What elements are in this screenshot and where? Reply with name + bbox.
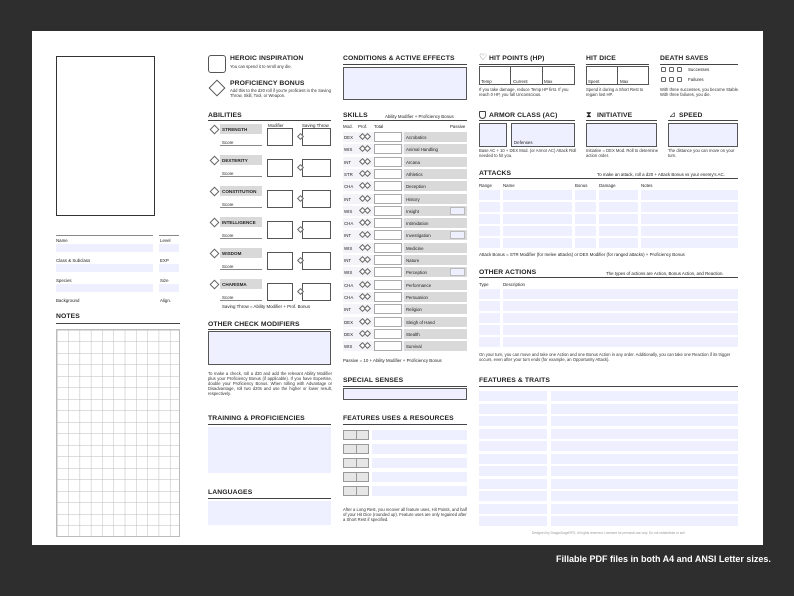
passive-footnote: Passive = 10 + Ability Modifier + Proficiency Bonus <box>343 358 442 363</box>
saving-col: Saving Throw <box>302 123 329 128</box>
uses-divider <box>356 472 357 482</box>
portrait-box[interactable] <box>56 56 155 216</box>
skill-total[interactable] <box>374 255 402 265</box>
skill-name: Animal Handling <box>406 147 438 153</box>
attack-cell[interactable] <box>479 214 500 224</box>
skill-name: Athletics <box>406 171 423 177</box>
feature-desc-cell[interactable] <box>551 479 738 489</box>
attack-cell[interactable] <box>479 190 500 200</box>
background-label: Background <box>56 298 80 303</box>
feature-desc-cell[interactable] <box>551 391 738 401</box>
conditions-field[interactable] <box>343 67 467 100</box>
skill-total[interactable] <box>374 317 402 327</box>
skill-ability: WIS <box>344 208 353 214</box>
attack-cell[interactable] <box>479 202 500 212</box>
feature-desc-cell[interactable] <box>551 491 738 501</box>
skill-name: Investigation <box>406 233 431 239</box>
ability-modifier-box[interactable] <box>267 283 293 301</box>
skill-ability: INT <box>344 159 352 165</box>
skill-ability: STR <box>344 171 353 177</box>
class-field[interactable] <box>56 264 153 272</box>
attacks-note: To make an attack, roll a d20 + Attack Bonus vs your enemy's AC. <box>597 172 725 177</box>
skill-ability: DEX <box>344 319 354 325</box>
death-desc: With three successes, you become Stable. With three failures, you die. <box>660 87 740 97</box>
attack-cell[interactable] <box>641 214 738 224</box>
passive-col: Passive <box>450 124 466 129</box>
action-type-cell[interactable] <box>479 325 500 335</box>
passive-box[interactable] <box>450 231 465 239</box>
other-check-desc: To make a check, roll a d20 and add the relevant Ability Modifier plus your Proficiency Bonus (if applicable). If you have Expertise, double your Proficiency Bonus. When rolling with Advantage or Disadvantage, roll two d20s and use the higher or lower result, respectively. <box>208 371 332 396</box>
other-actions-note: The types of actions are Action, Bonus Action, and Reaction. <box>606 271 724 276</box>
attacks-title: ATTACKS <box>479 170 512 177</box>
attack-cell[interactable] <box>641 202 738 212</box>
modifier-col: Modifier <box>268 123 284 128</box>
action-desc-cell[interactable] <box>503 289 738 299</box>
prof-desc: Add this to the d20 roll if you're proficient in the Saving Throw, Skill, Tool, or Weapon. <box>230 88 331 98</box>
name-field[interactable] <box>56 244 153 252</box>
skill-ability: WIS <box>344 245 353 251</box>
score-label: Score <box>222 264 234 269</box>
init-box[interactable] <box>586 123 657 147</box>
features-uses-title: FEATURES USES & RESOURCES <box>343 415 454 422</box>
skill-total[interactable] <box>374 329 402 339</box>
ac-desc: Base AC + 10 + DEX Mod. (or Armor AC) Attack Roll needed to hit you. <box>479 148 577 158</box>
attack-cell[interactable] <box>599 226 638 236</box>
attack-cell[interactable] <box>641 226 738 236</box>
attack-cell[interactable] <box>641 190 738 200</box>
feature-desc-cell[interactable] <box>551 429 738 439</box>
uses-name-field[interactable] <box>372 472 467 482</box>
feature-desc-cell[interactable] <box>551 466 738 476</box>
fail-3[interactable] <box>677 77 682 82</box>
skill-total[interactable] <box>374 292 402 302</box>
attacks-footnote: Attack Bonus = STR Modifier (for melee attacks) or DEX Modifier (for ranged attacks) + Proficiency Bonus <box>479 252 685 257</box>
species-field[interactable] <box>56 284 153 292</box>
action-desc-cell[interactable] <box>503 325 738 335</box>
saving-throw-box[interactable] <box>302 190 331 208</box>
shield-icon <box>479 111 486 119</box>
other-actions-footnote: On your turn, you can move and take one Action and one Bonus Action in any order. Additionally, you can take one Reaction if its trigger occurs, even after your turn ends (for example, an Opportunity Attack). <box>479 352 731 362</box>
skill-total[interactable] <box>374 132 402 142</box>
size-label: Size <box>160 278 169 283</box>
ac-title: ARMOR CLASS (AC) <box>489 112 558 119</box>
heroic-desc: You can spend it to reroll any die. <box>230 64 292 69</box>
skill-ability: CHA <box>344 282 354 288</box>
att-name: Name <box>503 183 515 188</box>
skill-total[interactable] <box>374 280 402 290</box>
skill-total[interactable] <box>374 157 402 167</box>
skill-name: History <box>406 196 420 202</box>
other-check-field[interactable] <box>208 331 331 365</box>
hitdice-title: HIT DICE <box>586 55 616 62</box>
class-label: Class & Subclass <box>56 258 91 263</box>
att-range: Range <box>479 183 492 188</box>
ability-name: INTELLIGENCE <box>222 220 256 225</box>
score-label: Score <box>222 202 234 207</box>
feature-desc-cell[interactable] <box>551 416 738 426</box>
feature-name-cell[interactable] <box>479 391 547 401</box>
feature-desc-cell[interactable] <box>551 441 738 451</box>
skill-total[interactable] <box>374 243 402 253</box>
uses-name-field[interactable] <box>372 444 467 454</box>
senses-title: SPECIAL SENSES <box>343 377 404 384</box>
saving-throw-box[interactable] <box>302 128 331 146</box>
skills-title: SKILLS <box>343 112 368 119</box>
ability-name: WISDOM <box>222 251 242 256</box>
boot-icon: ⊿ <box>669 110 676 119</box>
speed-desc: The distance you can move on your turn. <box>668 148 735 158</box>
attack-cell[interactable] <box>575 202 596 212</box>
ability-name: CHARISMA <box>222 282 247 287</box>
ability-icon <box>210 125 220 135</box>
skill-name: Medicine <box>406 245 424 251</box>
score-line <box>220 238 262 239</box>
ability-icon <box>210 218 220 228</box>
feature-desc-cell[interactable] <box>551 504 738 514</box>
mod-col: Mod. <box>343 124 353 129</box>
feature-name-cell[interactable] <box>479 516 547 526</box>
score-line <box>220 207 262 208</box>
skill-name: Stealth <box>406 331 420 337</box>
skill-name: Intimidation <box>406 221 429 227</box>
feature-name-cell[interactable] <box>479 454 547 464</box>
skill-total[interactable] <box>374 230 402 240</box>
init-title: INITIATIVE <box>597 112 633 119</box>
score-label: Score <box>222 140 234 145</box>
skill-total[interactable] <box>374 181 402 191</box>
passive-box[interactable] <box>450 268 465 276</box>
ability-name: STRENGTH <box>222 127 248 132</box>
skill-ability: WIS <box>344 270 353 276</box>
skill-total[interactable] <box>374 206 402 216</box>
attack-cell[interactable] <box>575 238 596 248</box>
skill-name: Sleigh of Hand <box>406 319 435 325</box>
att-notes: Notes <box>641 183 653 188</box>
death-title: DEATH SAVES <box>660 55 709 62</box>
attack-cell[interactable] <box>575 214 596 224</box>
training-field[interactable] <box>208 427 331 473</box>
feature-desc-cell[interactable] <box>551 454 738 464</box>
languages-field[interactable] <box>208 501 331 525</box>
skill-ability: CHA <box>344 294 354 300</box>
saving-throw-box[interactable] <box>302 283 331 301</box>
score-label: Score <box>222 171 234 176</box>
ability-icon <box>210 280 220 290</box>
skill-total[interactable] <box>374 304 402 314</box>
skill-name: Survival <box>406 344 422 350</box>
skill-ability: DEX <box>344 331 354 337</box>
features-uses-desc: After a Long Rest, you recover all feature uses, Hit Points, and half of your Hit Dice (rounded up). Feature uses are only regained after a Short Rest if specified. <box>343 507 467 522</box>
senses-field[interactable] <box>343 388 467 400</box>
skill-total[interactable] <box>374 194 402 204</box>
footer-caption: Fillable PDF files in both A4 and ANSI Letter sizes. <box>556 554 771 564</box>
name-label: Name <box>56 238 68 243</box>
oa-type: Type <box>479 282 489 287</box>
attack-cell[interactable] <box>503 202 572 212</box>
ability-modifier-box[interactable] <box>267 159 293 177</box>
uses-name-field[interactable] <box>372 458 467 468</box>
feature-name-cell[interactable] <box>479 416 547 426</box>
skill-name: Religion <box>406 307 422 313</box>
uses-divider <box>356 458 357 468</box>
hitdice-desc: Spend it during a Short Rest to regain lost HP. <box>586 87 644 97</box>
heroic-inspiration-icon <box>208 55 226 73</box>
skill-name: Acrobatics <box>406 135 427 140</box>
other-actions-title: OTHER ACTIONS <box>479 269 537 276</box>
training-title: TRAINING & PROFICIENCIES <box>208 415 305 422</box>
success-2[interactable] <box>669 67 674 72</box>
uses-name-field[interactable] <box>372 430 467 440</box>
attack-cell[interactable] <box>503 238 572 248</box>
skill-ability: CHA <box>344 221 354 227</box>
ability-icon <box>210 156 220 166</box>
prof-col: Prof. <box>358 124 368 129</box>
saving-throw-box[interactable] <box>302 159 331 177</box>
skill-ability: WIS <box>344 344 353 350</box>
attack-cell[interactable] <box>575 226 596 236</box>
hitdice-spent: Spent <box>588 79 600 84</box>
ability-icon <box>210 187 220 197</box>
conditions-title: CONDITIONS & ACTIVE EFFECTS <box>343 55 455 62</box>
action-desc-cell[interactable] <box>503 301 738 311</box>
level-label: Level <box>160 238 171 243</box>
feature-name-cell[interactable] <box>479 466 547 476</box>
skills-formula: Ability Modifier + Proficiency Bonus <box>385 114 454 119</box>
skill-total[interactable] <box>374 267 402 277</box>
notes-title: NOTES <box>56 313 80 320</box>
hitdice-max: Max <box>620 79 629 84</box>
feature-name-cell[interactable] <box>479 491 547 501</box>
skill-ability: INT <box>344 307 352 313</box>
attack-cell[interactable] <box>599 238 638 248</box>
action-type-cell[interactable] <box>479 301 500 311</box>
action-desc-cell[interactable] <box>503 337 738 347</box>
success-1[interactable] <box>661 67 666 72</box>
total-col: Total <box>374 124 384 129</box>
action-type-cell[interactable] <box>479 337 500 347</box>
hp-title: HIT POINTS (HP) <box>489 55 545 62</box>
att-damage: Damage <box>599 183 616 188</box>
species-label: Species <box>56 278 72 283</box>
death-succ: Successes <box>688 67 710 72</box>
size-field[interactable] <box>159 284 179 292</box>
feature-name-cell[interactable] <box>479 479 547 489</box>
hp-max: Max <box>544 79 553 84</box>
action-type-cell[interactable] <box>479 313 500 323</box>
score-line <box>220 176 262 177</box>
attack-cell[interactable] <box>599 214 638 224</box>
other-check-title: OTHER CHECK MODIFIERS <box>208 321 300 328</box>
skill-ability: INT <box>344 233 352 239</box>
speed-title: SPEED <box>679 112 703 119</box>
ability-modifier-box[interactable] <box>267 190 293 208</box>
action-desc-cell[interactable] <box>503 313 738 323</box>
score-line <box>220 300 262 301</box>
action-type-cell[interactable] <box>479 289 500 299</box>
skill-total[interactable] <box>374 144 402 154</box>
hp-desc: If you take damage, reduce Temp HP first. If you reach 0 HP, you fall Unconscious. <box>479 87 569 97</box>
hp-temp: Temp <box>481 79 492 84</box>
ability-modifier-box[interactable] <box>267 221 293 239</box>
skill-total[interactable] <box>374 169 402 179</box>
death-fail: Failures <box>688 77 704 82</box>
attack-cell[interactable] <box>479 238 500 248</box>
skill-ability: WIS <box>344 147 353 153</box>
skill-name: Persuasion <box>406 294 428 300</box>
skill-name: Perception <box>406 270 427 276</box>
score-label: Score <box>222 233 234 238</box>
uses-divider <box>356 444 357 454</box>
fail-2[interactable] <box>669 77 674 82</box>
attack-cell[interactable] <box>479 226 500 236</box>
languages-title: LANGUAGES <box>208 489 253 496</box>
init-desc: Initiative = DEX Mod. Roll to determine action order. <box>586 148 659 158</box>
uses-name-field[interactable] <box>372 486 467 496</box>
defenses-label: Defenses <box>514 140 533 145</box>
skill-name: Performance <box>406 282 432 288</box>
ability-name: DEXTERITY <box>222 158 248 163</box>
skill-ability: DEX <box>344 135 354 140</box>
ac-box[interactable] <box>479 123 507 147</box>
character-sheet <box>32 31 763 545</box>
prof-title: PROFICIENCY BONUS <box>230 80 305 87</box>
ability-name: CONSTITUTION <box>222 189 257 194</box>
success-3[interactable] <box>677 67 682 72</box>
oa-desc: Description <box>503 282 525 287</box>
score-label: Score <box>222 295 234 300</box>
exp-field[interactable] <box>159 264 179 272</box>
ability-modifier-box[interactable] <box>267 128 293 146</box>
attack-cell[interactable] <box>503 226 572 236</box>
proficiency-icon <box>209 80 226 97</box>
notes-grid[interactable] <box>56 329 180 537</box>
attack-cell[interactable] <box>575 190 596 200</box>
heroic-title: HEROIC INSPIRATION <box>230 55 304 62</box>
score-line <box>220 145 262 146</box>
hp-current: Current <box>513 79 528 84</box>
skill-total[interactable] <box>374 218 402 228</box>
attack-cell[interactable] <box>599 190 638 200</box>
skill-name: Insight <box>406 208 419 214</box>
feature-name-cell[interactable] <box>479 404 547 414</box>
saving-throw-box[interactable] <box>302 221 331 239</box>
feature-desc-cell[interactable] <box>551 516 738 526</box>
skill-name: Nature <box>406 258 420 263</box>
feature-name-cell[interactable] <box>479 429 547 439</box>
fail-1[interactable] <box>661 77 666 82</box>
hourglass-icon: ⧗ <box>586 110 592 119</box>
attack-cell[interactable] <box>503 190 572 200</box>
feature-name-cell[interactable] <box>479 441 547 451</box>
skill-ability: CHA <box>344 184 354 190</box>
credit: Designed by DragonSageRPG. All rights reserved. Licensed for personal use only. Do not redistribute or sell. <box>532 531 686 535</box>
score-line <box>220 269 262 270</box>
passive-box[interactable] <box>450 207 465 215</box>
skill-ability: INT <box>344 258 352 263</box>
skill-name: Deception <box>406 184 426 190</box>
attack-cell[interactable] <box>641 238 738 248</box>
feature-name-cell[interactable] <box>479 504 547 514</box>
abilities-title: ABILITIES <box>208 112 242 119</box>
skill-ability: INT <box>344 196 352 202</box>
skill-total[interactable] <box>374 341 402 351</box>
uses-divider <box>356 486 357 496</box>
ability-modifier-box[interactable] <box>267 252 293 270</box>
speed-box[interactable] <box>668 123 738 147</box>
attack-cell[interactable] <box>503 214 572 224</box>
saving-footnote: Saving Throw = Ability Modifier + Prof. Bonus <box>222 304 311 309</box>
exp-label: EXP <box>160 258 169 263</box>
saving-throw-box[interactable] <box>302 252 331 270</box>
level-field[interactable] <box>159 244 179 252</box>
ability-icon <box>210 249 220 259</box>
heart-icon: ♡ <box>479 52 488 62</box>
features-title: FEATURES & TRAITS <box>479 377 551 384</box>
attack-cell[interactable] <box>599 202 638 212</box>
skill-name: Arcana <box>406 159 420 165</box>
att-bonus: Bonus <box>575 183 588 188</box>
feature-desc-cell[interactable] <box>551 404 738 414</box>
uses-divider <box>356 430 357 440</box>
align-label: Align. <box>160 298 171 303</box>
